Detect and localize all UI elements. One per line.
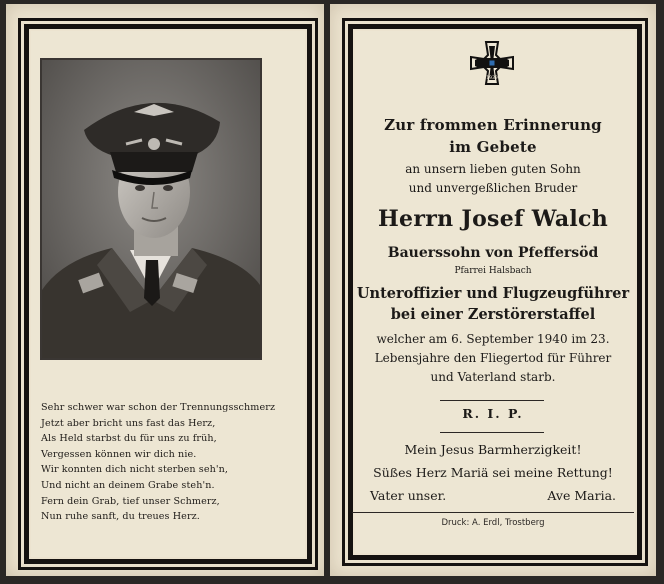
poem-line: Wir konnten dich nicht sterben seh'n, bbox=[41, 464, 229, 476]
poem-line: Sehr schwer war schon der Trennungsschmerz bbox=[41, 402, 276, 413]
prayer-vater-unser: Vater unser. bbox=[370, 488, 447, 503]
rip-text: R. I. P. bbox=[462, 406, 524, 421]
poem-line: Jetzt aber bricht uns fast das Herz, bbox=[41, 417, 216, 429]
soldier-portrait-photo bbox=[40, 58, 262, 360]
poem-line: Fern dein Grab, tief unser Schmerz, bbox=[41, 495, 220, 507]
printer-credit: Druck: A. Erdl, Trostberg bbox=[441, 518, 545, 528]
rank-line: Unteroffizier und Flugzeugführer bbox=[356, 285, 630, 302]
prayer-ave-maria: Ave Maria. bbox=[547, 488, 616, 503]
origin-line: Bauerssohn von Pfeffersöd bbox=[387, 245, 599, 261]
poem-line: Vergessen können wir dich nie. bbox=[41, 448, 197, 460]
poem-line: Und nicht an deinem Grabe steh'n. bbox=[41, 479, 215, 491]
left-card bbox=[6, 4, 324, 576]
right-card bbox=[330, 4, 656, 576]
deceased-name: Herrn Josef Walch bbox=[377, 206, 609, 232]
poem-line: Als Held starbst du für uns zu früh, bbox=[41, 433, 217, 445]
unit-line: bei einer Zerstörerstaffel bbox=[390, 306, 596, 323]
death-line: welcher am 6. September 1940 im 23. bbox=[376, 332, 610, 346]
memorial-poem bbox=[41, 400, 301, 525]
death-line: Lebensjahre den Fliegertod für Führer bbox=[374, 351, 612, 365]
iron-cross-icon bbox=[469, 40, 515, 86]
memorial-heading: Zur frommen Erinnerung bbox=[384, 116, 602, 134]
divider bbox=[352, 512, 634, 513]
poem-line: Nun ruhe sanft, du treues Herz. bbox=[41, 511, 200, 523]
prayer-line: Süßes Herz Mariä sei meine Rettung! bbox=[373, 465, 613, 480]
divider bbox=[440, 432, 544, 433]
memorial-subheading: im Gebete bbox=[449, 138, 537, 156]
parish-line: Pfarrei Halsbach bbox=[454, 266, 532, 276]
death-line: und Vaterland starb. bbox=[430, 370, 556, 384]
dedication-line: und unvergeßlichen Bruder bbox=[408, 181, 578, 195]
prayer-row bbox=[370, 488, 616, 503]
svg-text:1939: 1939 bbox=[486, 76, 498, 81]
prayer-line: Mein Jesus Barmherzigkeit! bbox=[404, 442, 582, 457]
divider bbox=[440, 400, 544, 401]
dedication-line: an unsern lieben guten Sohn bbox=[405, 162, 581, 176]
